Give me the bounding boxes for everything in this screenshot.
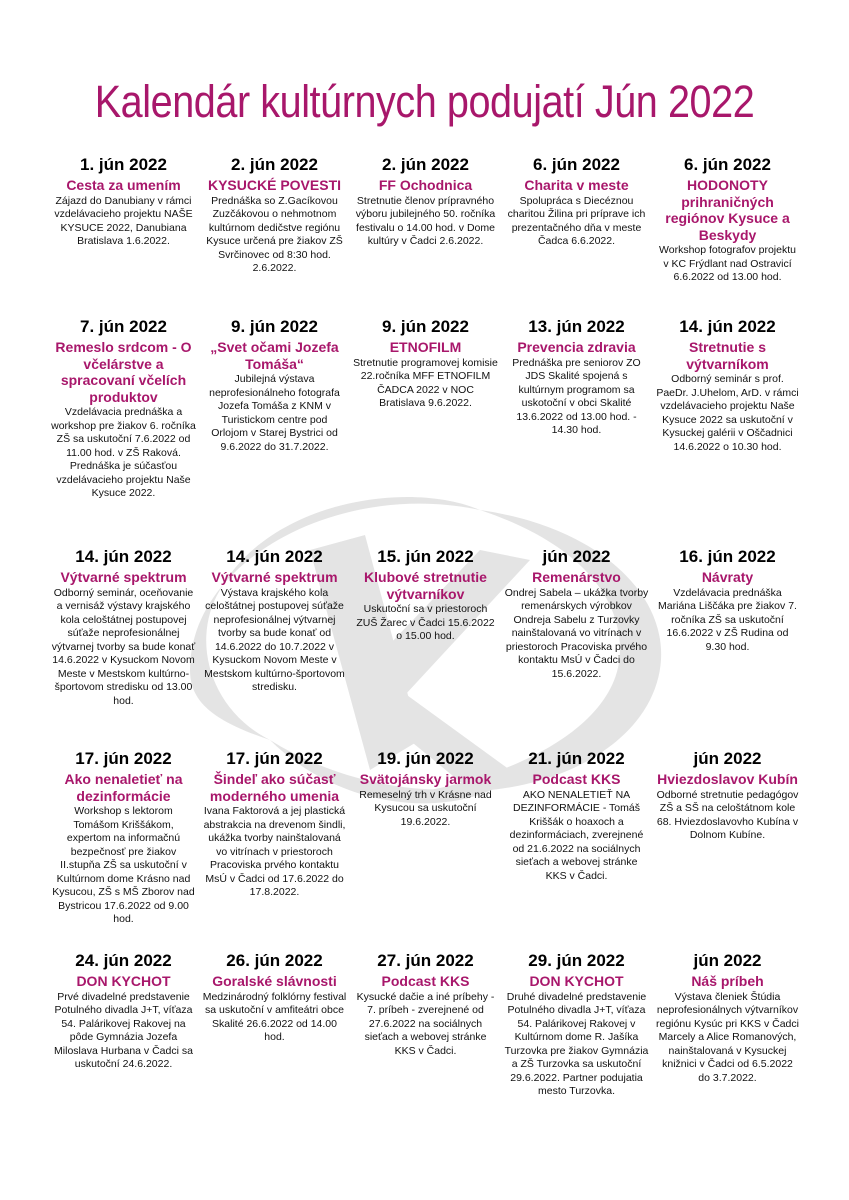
event-cell xyxy=(652,317,803,547)
event-cell xyxy=(350,547,501,749)
event-date: 9. jún 2022 xyxy=(231,317,318,336)
event-name: Výtvarné spektrum xyxy=(60,569,187,585)
event-date: 26. jún 2022 xyxy=(226,951,323,970)
event-cell xyxy=(48,155,199,317)
event-description: Stretnutie programovej komisie 22.ročníka MFF ETNOFILM ČADCA 2022 v NOC Bratislava 9.6.2022. xyxy=(353,356,498,409)
event-cell xyxy=(350,951,501,1151)
event-cell xyxy=(501,951,652,1151)
event-date: jún 2022 xyxy=(542,547,611,566)
event-date: 2. jún 2022 xyxy=(382,155,469,174)
event-description: Odborný seminár, oceňovanie a vernisáž výstavy krajského kola celoštátnej postupovej súťaže neprofesionálnej výtvarnej tvorby sa bude konať 14.6.2022 v Kysuckom Novom Meste v Mestskom kultúrno-športovom stredisku od 13.00 hod. xyxy=(51,586,196,707)
events-grid xyxy=(48,155,803,1151)
event-date: 27. jún 2022 xyxy=(377,951,474,970)
event-name: Návraty xyxy=(701,569,754,585)
event-name: Podcast KKS xyxy=(532,771,621,787)
event-date: 24. jún 2022 xyxy=(75,951,172,970)
event-name: Stretnutie s výtvarníkom xyxy=(686,339,769,372)
event-description: Ondrej Sabela – ukážka tvorby remenárskych výrobkov Ondreja Sabelu z Turzovky nainštalovaná vo vitrínach v priestoroch Pracoviska prvého kontaktu MsÚ v Čadci do 15.6.2022. xyxy=(504,586,649,680)
event-name: Remeslo srdcom - O včelárstve a spracovaní včelích produktov xyxy=(55,339,192,405)
event-date: 14. jún 2022 xyxy=(226,547,323,566)
event-description: Ivana Faktorová a jej plastická abstrakcia na drevenom šindli, ukážka tvorby nainštalovaná vo vitrínach v priestoroch Pracoviska prvého kontaktu MsÚ v Čadci od 17.6.2022 do 17.8.2022. xyxy=(203,805,346,898)
event-cell xyxy=(501,317,652,547)
event-cell xyxy=(199,547,350,749)
event-cell xyxy=(350,749,501,951)
event-date: 29. jún 2022 xyxy=(528,951,625,970)
event-cell xyxy=(199,951,350,1151)
event-description: Odborný seminár s prof. PaeDr. J.Uhelom, ArD. v rámci vzdelávacieho projektu Naše Kysuce 2022 sa uskutoční v Kysuckej galérii v Oščadnici 14.6.2022 o 10.30 hod. xyxy=(656,373,799,453)
event-name: Cesta za umením xyxy=(66,177,181,193)
event-cell xyxy=(48,317,199,547)
event-description: Vzdelávacia prednáška a workshop pre žiakov 6. ročníka ZŠ sa uskutoční 7.6.2022 od 11.00 hod. v ZŠ Raková. Prednáška je súčasťou vzdelávacieho projektu Naše Kysuce 2022. xyxy=(51,406,196,499)
event-date: jún 2022 xyxy=(693,749,762,768)
event-description: Remeselný trh v Krásne nad Kysucou sa uskutoční 19.6.2022. xyxy=(359,788,492,828)
event-name: DON KYCHOT xyxy=(76,973,171,989)
event-cell xyxy=(501,155,652,317)
event-description: AKO NENALETIEŤ NA DEZINFORMÁCIE - Tomáš Kriššák o hoaxoch a dezinformáciach, zverejnené od 21.6.2022 na sociálnych sieťach a webovej stránke KKS v Čadci. xyxy=(509,788,644,882)
event-cell xyxy=(501,547,652,749)
event-date: 17. jún 2022 xyxy=(226,749,323,768)
event-name: „Svet očami Jozefa Tomáša“ xyxy=(210,339,339,372)
event-description: Odborné stretnutie pedagógov ZŠ a SŠ na celoštátnom kole 68. Hviezdoslavovho Kubína v Dolnom Kubíne. xyxy=(656,788,799,841)
event-cell xyxy=(48,951,199,1151)
page-title: Kalendár kultúrnych podujatí Jún 2022 xyxy=(94,76,755,127)
event-name: Svätojánsky jarmok xyxy=(359,771,492,787)
event-date: 21. jún 2022 xyxy=(528,749,625,768)
event-description: Uskutoční sa v priestoroch ZUŠ Žarec v Čadci 15.6.2022 o 15.00 hod. xyxy=(356,603,495,642)
event-date: 13. jún 2022 xyxy=(528,317,625,336)
event-date: 14. jún 2022 xyxy=(679,317,776,336)
event-cell xyxy=(652,155,803,317)
event-name: Podcast KKS xyxy=(381,973,470,989)
event-name: ETNOFILM xyxy=(389,339,462,355)
event-name: Klubové stretnutie výtvarníkov xyxy=(364,569,487,602)
event-cell xyxy=(350,317,501,547)
event-date: 9. jún 2022 xyxy=(382,317,469,336)
event-cell xyxy=(350,155,501,317)
event-cell xyxy=(48,547,199,749)
event-name: Charita v meste xyxy=(524,177,629,193)
event-cell xyxy=(652,547,803,749)
event-name: Goralské slávnosti xyxy=(212,973,337,989)
event-description: Prvé divadelné predstavenie Potulného divadla J+T, víťaza 54. Palárikovej Rakovej na pôde Gymnázia Jozefa Miloslava Hurbana v Čadci sa uskutoční 24.6.2022. xyxy=(54,990,193,1070)
event-name: Náš príbeh xyxy=(691,973,764,989)
event-name: Remenárstvo xyxy=(532,569,621,585)
event-description: Výstava členiek Štúdia neprofesionálnych výtvarníkov regiónu Kysúc pri KKS v Čadci Marcely a Alice Romanových, nainštalovaná v Kysuckej knižnici v Čadci od 6.5.2022 do 3.7.2022. xyxy=(656,990,799,1084)
event-description: Vzdelávacia prednáška Mariána Liščáka pre žiakov 7. ročníka ZŠ sa uskutoční 16.6.2022 v ZŠ Rudina od 9.30 hod. xyxy=(658,586,797,653)
event-description: Workshop fotografov projektu v KC Frýdlant nad Ostravicí 6.6.2022 od 13.00 hod. xyxy=(659,244,796,283)
event-cell xyxy=(501,749,652,951)
event-description: Kysucké dačie a iné príbehy - 7. príbeh - zverejnené od 27.6.2022 na sociálnych sieťach a webovej stránke KKS v Čadci. xyxy=(356,990,495,1057)
event-description: Stretnutie členov prípravného výboru jubilejného 50. ročníka festivalu o 14.00 hod. v Dome kultúry v Čadci 2.6.2022. xyxy=(355,194,496,247)
event-description: Spolupráca s Diecéznou charitou Žilina pri príprave ich prezentačného dňa v meste Čadca 6.6.2022. xyxy=(507,194,646,247)
event-date: 2. jún 2022 xyxy=(231,155,318,174)
event-cell xyxy=(199,749,350,951)
event-name: KYSUCKÉ POVESTI xyxy=(207,177,342,193)
event-name: Prevencia zdravia xyxy=(517,339,636,355)
event-date: 14. jún 2022 xyxy=(75,547,172,566)
event-date: jún 2022 xyxy=(693,951,762,970)
event-description: Workshop s lektorom Tomášom Kriššákom, expertom na informačnú bezpečnosť pre žiakov II.stupňa ZŠ sa uskutoční v Kultúrnom dome Krásno nad Kysucou, ZŠ s MŠ Zborov nad Bystricou 17.6.2022 od 9.00 hod. xyxy=(52,805,195,925)
event-date: 15. jún 2022 xyxy=(377,547,474,566)
event-name: Výtvarné spektrum xyxy=(211,569,338,585)
event-name: Hviezdoslavov Kubín xyxy=(657,771,798,787)
event-cell xyxy=(48,749,199,951)
event-name: Šindeľ ako súčasť moderného umenia xyxy=(209,771,340,804)
event-description: Prednáška pre seniorov ZO JDS Skalité spojená s kultúrnym programom sa uskotoční v obci Skalité 13.6.2022 od 13.00 hod. - 14.30 hod. xyxy=(512,356,641,436)
event-cell xyxy=(652,951,803,1151)
event-date: 6. jún 2022 xyxy=(684,155,771,174)
event-cell xyxy=(199,155,350,317)
event-description: Prednáška so Z.Gacíkovou Zuzčákovou o nehmotnom kultúrnom dedičstve regiónu Kysuce určená pre žiakov ZŠ Svrčinovec od 8:30 hod. 2.6.2022. xyxy=(206,194,343,274)
event-cell xyxy=(652,749,803,951)
event-date: 17. jún 2022 xyxy=(75,749,172,768)
event-name: Ako nenaletieť na dezinformácie xyxy=(64,771,183,804)
event-name: HODONOTY prihraničných regiónov Kysuce a Beskydy xyxy=(665,177,790,243)
event-name: FF Ochodnica xyxy=(378,177,473,193)
event-date: 6. jún 2022 xyxy=(533,155,620,174)
event-date: 16. jún 2022 xyxy=(679,547,776,566)
event-date: 7. jún 2022 xyxy=(80,317,167,336)
event-description: Zájazd do Danubiany v rámci vzdelávacieho projektu NAŠE KYSUCE 2022, Danubiana Bratislava 1.6.2022. xyxy=(54,194,193,247)
event-name: DON KYCHOT xyxy=(529,973,624,989)
event-description: Medzinárodný folklórny festival sa uskutoční v amfiteátri obce Skalité 26.6.2022 od 14.00 hod. xyxy=(202,990,347,1043)
event-date: 19. jún 2022 xyxy=(377,749,474,768)
event-description: Druhé divadelné predstavenie Potulného divadla J+T, víťaza 54. Palárikovej Rakovej v Kultúrnom dome R. Jašíka Turzovka pre žiakov Gymnázia a ZŠ Turzovka sa uskutoční 29.6.2022. Partner podujatia mesto Turzovka. xyxy=(504,990,649,1097)
event-description: Jubilejná výstava neprofesionálneho fotografa Jozefa Tomáša z KNM v Turistickom centre pod Orlojom v Starej Bystrici od 9.6.2022 do 31.7.2022. xyxy=(209,373,340,453)
event-cell xyxy=(199,317,350,547)
event-date: 1. jún 2022 xyxy=(80,155,167,174)
event-description: Výstava krajského kola celoštátnej postupovej súťaže neprofesionálnej výtvarnej tvorby sa bude konať od 14.6.2022 do 10.7.2022 v Kysuckom Novom Meste v Mestskom kultúrno-športovom stredisku. xyxy=(204,586,345,693)
